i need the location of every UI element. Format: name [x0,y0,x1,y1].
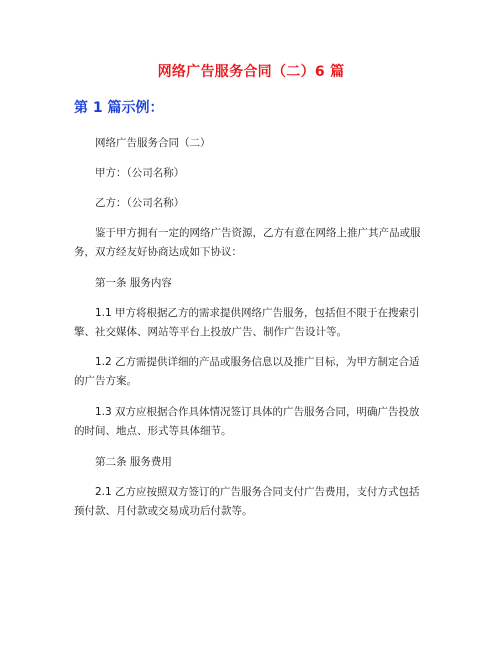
section-heading: 第 1 篇示例： [74,100,164,116]
clause-1-1-paragraph: 1.1 甲方将根据乙方的需求提供网络广告服务，包括但不限于在搜索引擎、社交媒体、网站等平台上投放广告、制作广告设计等。 [74,307,420,338]
article-2-heading: 第二条 服务费用 [95,456,172,468]
clause-2-1-paragraph: 2.1 乙方应按照双方签订的广告服务合同支付广告费用，支付方式包括预付款、月付款或交易成功后付款等。 [74,486,420,517]
clause-1-3-paragraph: 1.3 双方应根据合作具体情况签订具体的广告服务合同，明确广告投放的时间、地点、形式等具体细节。 [74,406,420,437]
contract-title-paragraph: 网络广告服务合同（二） [95,137,211,149]
party-a-paragraph: 甲方：（公司名称） [95,167,185,179]
preamble-paragraph: 鉴于甲方拥有一定的网络广告资源，乙方有意在网络上推广其产品或服务，双方经友好协商达成如下协议： [74,227,421,258]
article-1-heading: 第一条 服务内容 [95,277,172,289]
document-title: 网络广告服务合同（二）6 篇 [157,64,345,80]
clause-1-2-paragraph: 1.2 乙方需提供详细的产品或服务信息以及推广目标，为甲方制定合适的广告方案。 [74,356,420,387]
party-b-paragraph: 乙方：（公司名称） [95,197,185,209]
